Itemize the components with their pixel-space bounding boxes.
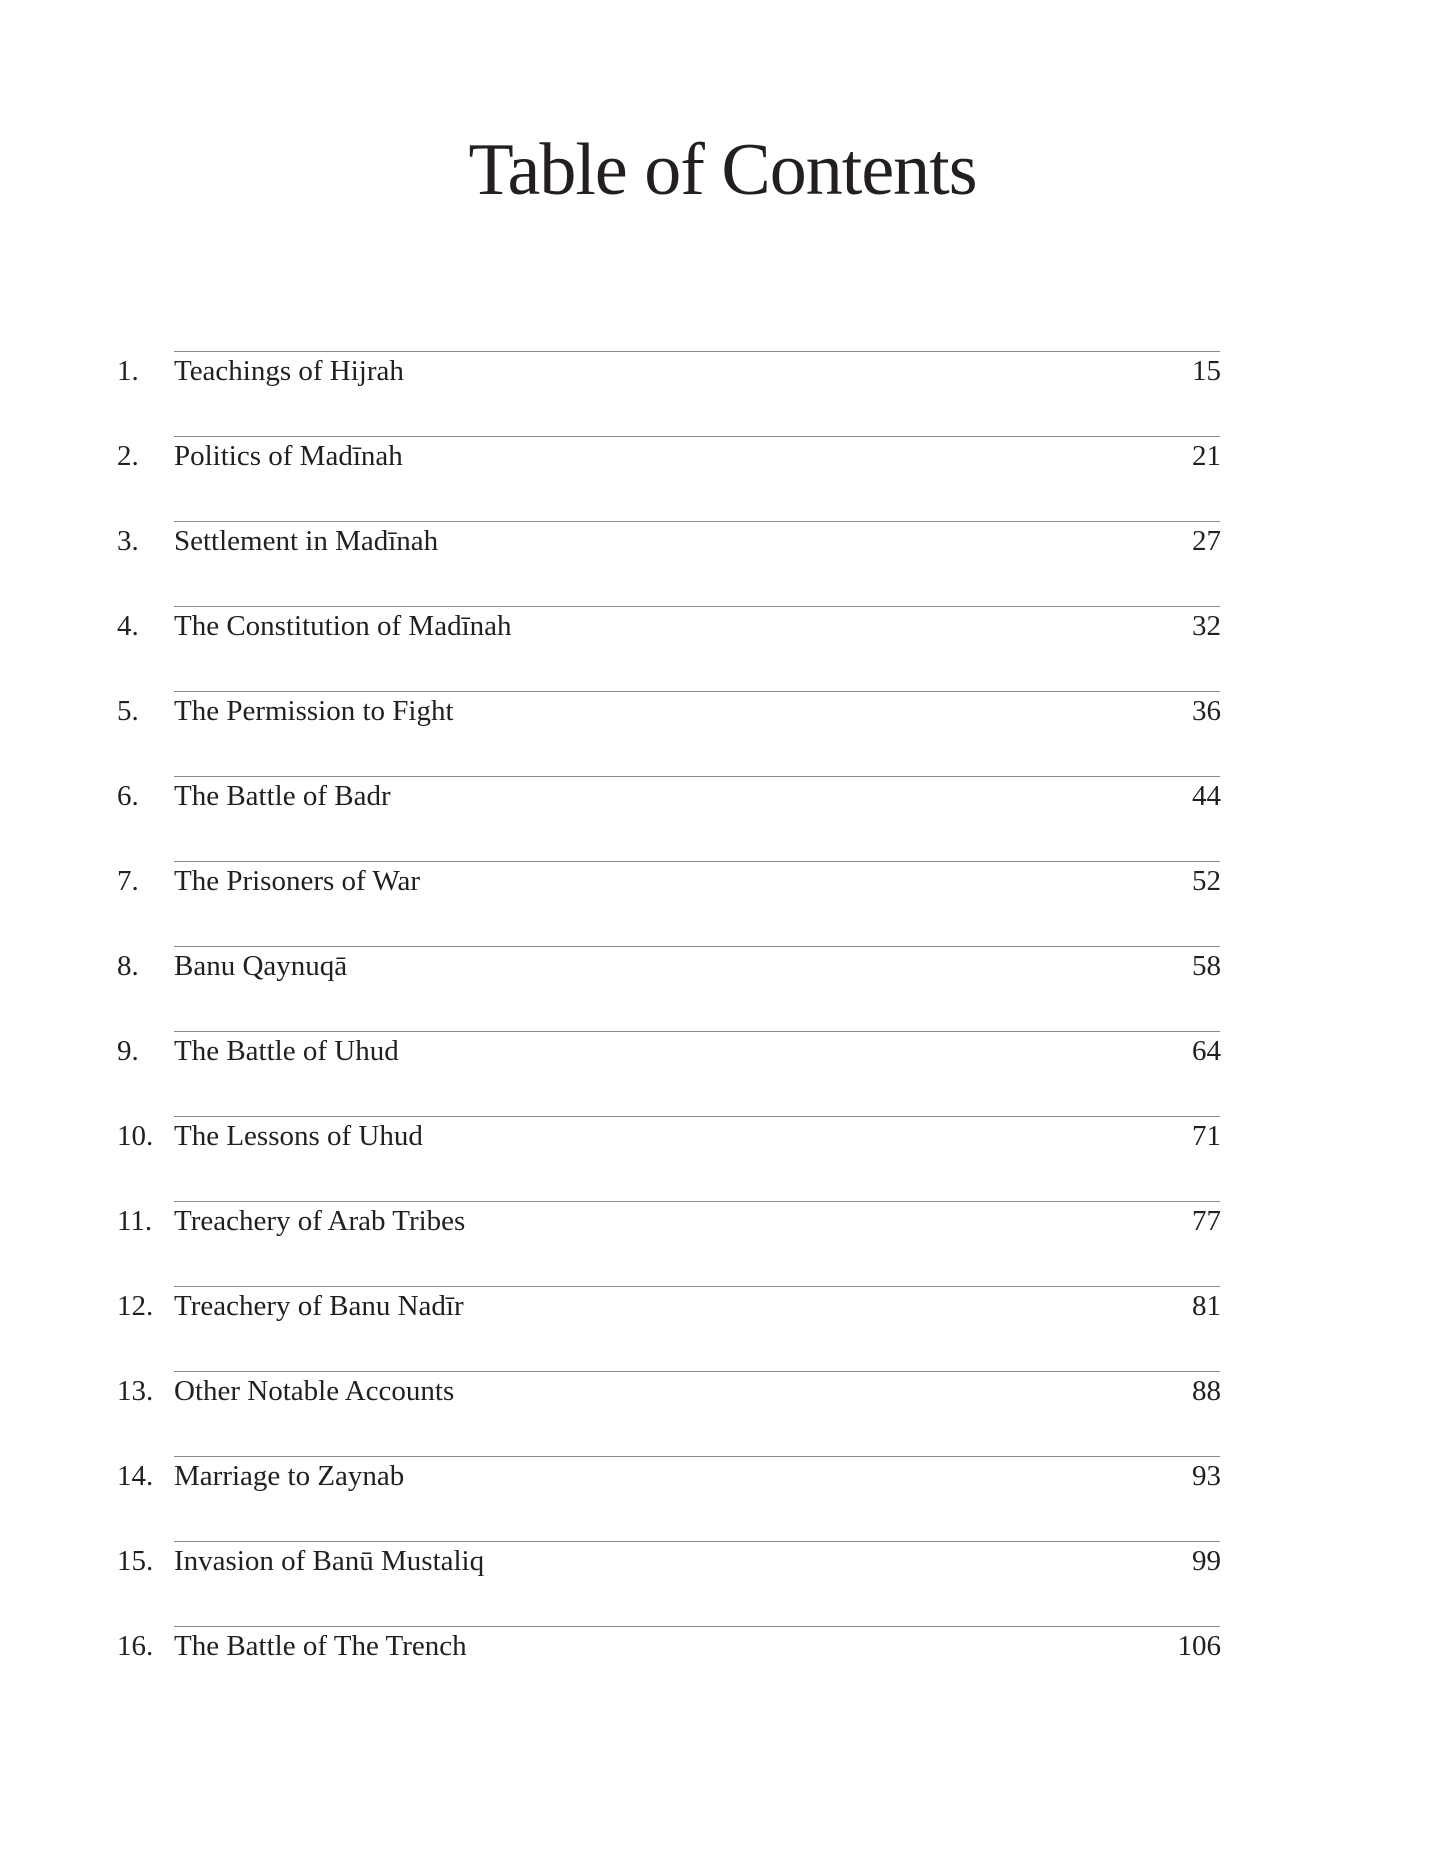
toc-entry[interactable] [0,691,1445,776]
toc-rule [174,946,1220,947]
toc-entry[interactable] [0,1371,1445,1456]
toc-rule [174,861,1220,862]
toc-rule [174,691,1220,692]
toc-entry[interactable] [0,606,1445,691]
toc-entry-page: 32 [1192,610,1221,642]
toc-entry[interactable] [0,1201,1445,1286]
toc-entry[interactable] [0,351,1445,436]
toc-entry-page: 21 [1192,440,1221,472]
toc-entry[interactable] [0,521,1445,606]
toc-entry-number: 15. [117,1545,154,1577]
toc-entry[interactable] [0,861,1445,946]
toc-rule [174,1371,1220,1372]
toc-entry-title[interactable]: Treachery of Banu Nadīr [174,1290,464,1322]
toc-entry-title[interactable]: Other Notable Accounts [174,1375,455,1407]
toc-entry[interactable] [0,776,1445,861]
toc-entry[interactable] [0,946,1445,1031]
toc-entry-page: 77 [1192,1205,1221,1237]
toc-entry-number: 13. [117,1375,154,1407]
toc-entry[interactable] [0,1626,1445,1711]
toc-entry-title[interactable]: Teachings of Hijrah [174,355,404,387]
toc-entry[interactable] [0,1031,1445,1116]
toc-entry-title[interactable]: The Battle of Badr [174,780,391,812]
toc-entry-title[interactable]: The Prisoners of War [174,865,420,897]
toc-entry-title[interactable]: Banu Qaynuqā [174,950,348,982]
toc-entry-number: 11. [117,1205,153,1237]
toc-entry-title[interactable]: Settlement in Madīnah [174,525,439,557]
toc-entry-number: 14. [117,1460,154,1492]
toc-entry-page: 71 [1192,1120,1221,1152]
toc-entry-title[interactable]: Marriage to Zaynab [174,1460,405,1492]
toc-rule [174,1541,1220,1542]
toc-entry-page: 52 [1192,865,1221,897]
toc-rule [174,1456,1220,1457]
toc-rule [174,1286,1220,1287]
toc-entry-page: 81 [1192,1290,1221,1322]
toc-entry-number: 8. [117,950,139,982]
toc-rule [174,1116,1220,1117]
toc-entry-title[interactable]: The Permission to Fight [174,695,454,727]
toc-entry[interactable] [0,1286,1445,1371]
toc-entry-page: 15 [1192,355,1221,387]
toc-entry-page: 36 [1192,695,1221,727]
toc-entry-number: 16. [117,1630,154,1662]
toc-entry-title[interactable]: The Battle of Uhud [174,1035,399,1067]
toc-entry-number: 6. [117,780,139,812]
toc-entry-title[interactable]: Treachery of Arab Tribes [174,1205,466,1237]
toc-entry-title[interactable]: Politics of Madīnah [174,440,403,472]
toc-rule [174,436,1220,437]
toc-entry-page: 93 [1192,1460,1221,1492]
toc-entry-title[interactable]: The Lessons of Uhud [174,1120,423,1152]
toc-entry[interactable] [0,1116,1445,1201]
toc-entry-page: 58 [1192,950,1221,982]
toc-entry-page: 64 [1192,1035,1221,1067]
toc-entry-page: 44 [1192,780,1221,812]
page-title: Table of Contents [468,129,977,211]
toc-entry-page: 106 [1177,1630,1221,1662]
toc-rule [174,521,1220,522]
toc-entry[interactable] [0,436,1445,521]
toc-rule [174,351,1220,352]
toc-entry-number: 1. [117,355,139,387]
table-of-contents [0,351,1445,1711]
toc-entry-number: 7. [117,865,139,897]
toc-entry-title[interactable]: The Battle of The Trench [174,1630,467,1662]
toc-entry[interactable] [0,1456,1445,1541]
toc-rule [174,776,1220,777]
toc-entry-number: 12. [117,1290,154,1322]
toc-entry[interactable] [0,1541,1445,1626]
toc-entry-title[interactable]: Invasion of Banū Mustaliq [174,1545,485,1577]
toc-entry-number: 10. [117,1120,154,1152]
toc-rule [174,606,1220,607]
toc-rule [174,1201,1220,1202]
toc-rule [174,1031,1220,1032]
toc-entry-page: 99 [1192,1545,1221,1577]
toc-entry-page: 88 [1192,1375,1221,1407]
toc-entry-number: 5. [117,695,139,727]
toc-entry-number: 4. [117,610,139,642]
toc-rule [174,1626,1220,1627]
toc-entry-title[interactable]: The Constitution of Madīnah [174,610,512,642]
toc-entry-page: 27 [1192,525,1221,557]
toc-entry-number: 9. [117,1035,139,1067]
toc-entry-number: 2. [117,440,139,472]
toc-entry-number: 3. [117,525,139,557]
